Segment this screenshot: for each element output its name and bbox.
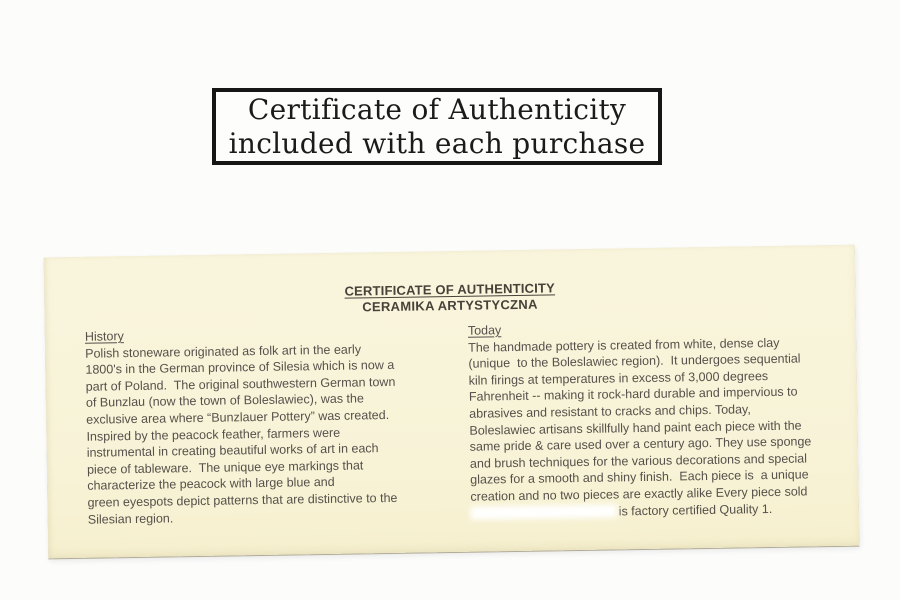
- today-column: [468, 317, 859, 522]
- certificate-card: [44, 245, 860, 559]
- certificate-columns: [45, 317, 856, 527]
- included-banner: [212, 88, 662, 165]
- redacted-text-patch: [471, 505, 617, 520]
- today-last-line-text: is factory certified Quality 1.: [618, 501, 773, 518]
- banner-line-2: included with each purchase: [228, 126, 646, 160]
- today-body: The handmade pottery is created from white, dense clay (unique to the Boleslawiec region). It undergoes sequential kiln firings at temperatures in excess of 3,000 degrees Fahrenheit -- making it rock-hard durable and impervious to abrasives and resistant to cracks and chips. Today, Boleslawiec artisans skillfully hand paint each piece with the same pride & care used over a century ago. They use sponge and brush techniques for the various decorations and special glazes for a smooth and shiny finish. Each piece is a unique creation and no two pieces are exactly alike Every piece sold: [468, 335, 812, 504]
- history-heading: History: [84, 329, 124, 344]
- certificate-subtitle: CERAMIKA ARTYSTYCZNA: [362, 296, 538, 315]
- banner-line-1: Certificate of Authenticity: [247, 92, 627, 126]
- history-body: Polish stoneware originated as folk art in the early 1800's in the German province of Silesia which is now a part of Poland. The original southwestern German town of Bunzlau (now the town of Boleslawiec), was the exclusive area where “Bunzlauer Pottery” was created. Inspired by the peacock feather, farmers were instrumental in creating beautiful works of art in each piece of tableware. The unique eye markings that characterize the peacock with large blue and green eyespots depict patterns that are distinctive to the Silesian region.: [85, 342, 398, 527]
- certificate-title: CERTIFICATE OF AUTHENTICITY: [344, 280, 556, 299]
- history-column: [85, 323, 473, 528]
- today-heading: Today: [467, 323, 502, 338]
